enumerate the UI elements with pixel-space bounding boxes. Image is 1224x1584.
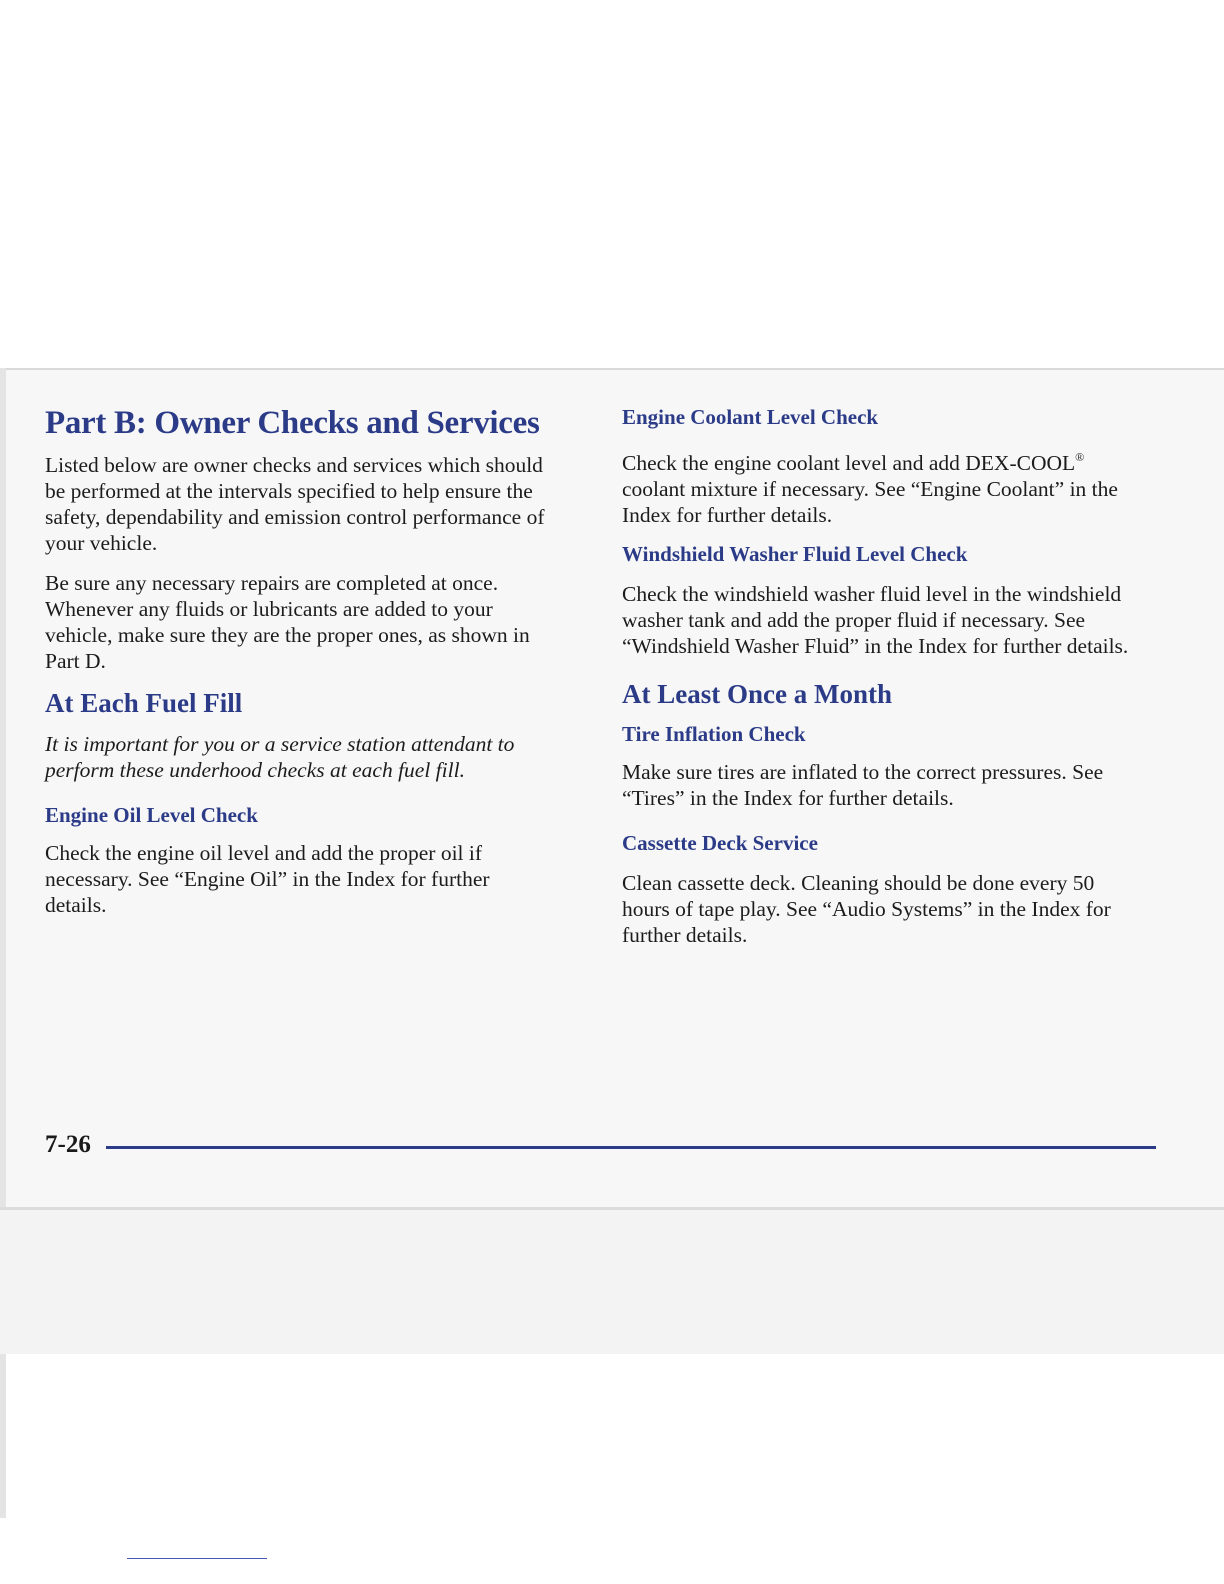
left-column: [45, 405, 565, 932]
repairs-paragraph: Be sure any necessary repairs are completed at once. Whenever any fluids or lubricants are added to your vehicle, make sure they are the proper ones, as shown in Part D.: [45, 571, 530, 673]
washer-check-heading: Windshield Washer Fluid Level Check: [622, 542, 968, 566]
oil-check-heading: Engine Oil Level Check: [45, 803, 258, 827]
registered-mark: ®: [1075, 450, 1085, 464]
coolant-check-heading: Engine Coolant Level Check: [622, 405, 879, 429]
panel-top-border: [0, 368, 1224, 370]
fuel-fill-note: It is important for you or a service station attendant to perform these underhood checks at each fuel fill.: [45, 732, 515, 782]
washer-check-text: Check the windshield washer fluid level in the windshield washer tank and add the proper fluid if necessary. See “Windshield Washer Fluid” in the Index for further details.: [622, 582, 1129, 658]
tire-check-heading: Tire Inflation Check: [622, 722, 806, 746]
right-column: [622, 405, 1142, 962]
fuel-fill-heading: At Each Fuel Fill: [45, 688, 243, 718]
month-heading: At Least Once a Month: [622, 679, 892, 709]
oil-check-text: Check the engine oil level and add the proper oil if necessary. See “Engine Oil” in the Index for further details.: [45, 841, 490, 917]
intro-paragraph: Listed below are owner checks and services which should be performed at the intervals specified to help ensure the safety, dependability and emission control performance of your vehicle.: [45, 453, 545, 555]
coolant-text-part-b: coolant mixture if necessary. See “Engine Coolant” in the Index for further details.: [622, 477, 1118, 527]
link-underline: [127, 1558, 267, 1559]
cassette-service-text: Clean cassette deck. Cleaning should be done every 50 hours of tape play. See “Audio Systems” in the Index for further details.: [622, 871, 1111, 947]
lower-shade: [0, 1210, 1224, 1354]
footer-rule: [106, 1146, 1156, 1149]
page-number: 7-26: [45, 1131, 91, 1158]
tire-check-text: Make sure tires are inflated to the correct pressures. See “Tires” in the Index for further details.: [622, 760, 1104, 810]
coolant-check-text: [622, 444, 1142, 528]
panel-bottom-border: [0, 1207, 1224, 1210]
page-title: Part B: Owner Checks and Services: [45, 405, 540, 441]
coolant-text-part-a: Check the engine coolant level and add DEX-COOL: [622, 451, 1076, 475]
cassette-service-heading: Cassette Deck Service: [622, 831, 818, 855]
